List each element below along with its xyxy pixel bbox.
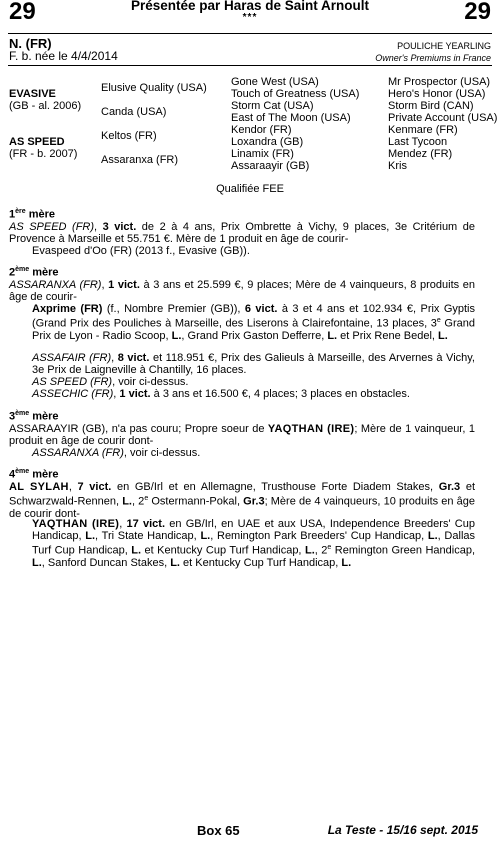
box-number: Box 65 bbox=[197, 823, 240, 838]
record-text: et Schwarzwald-Rennen, bbox=[9, 481, 476, 508]
header-rule bbox=[8, 33, 492, 34]
pedigree-gen4: Storm Bird (CAN) bbox=[388, 100, 474, 112]
record-text: Remington Green Handicap, bbox=[331, 545, 476, 558]
dam-3-record bbox=[9, 423, 475, 447]
dam-detail: (FR - b. 2007) bbox=[9, 148, 78, 160]
record-text: , Dallas Turf Cup Handicap, bbox=[32, 530, 476, 558]
record-text: , bbox=[113, 388, 120, 400]
lot-number-right: 29 bbox=[464, 0, 491, 25]
record-text: , Tri State Handicap, bbox=[95, 530, 201, 543]
listed-mark: L. bbox=[304, 545, 315, 558]
produce-yaqthan bbox=[32, 518, 475, 569]
wins-count: 7 vict. bbox=[77, 481, 112, 493]
identity-rule bbox=[8, 65, 492, 66]
dam-1-record: AS SPEED (FR), 3 vict. de 2 à 4 ans, Prix Ombrette à Vichy, 9 places, 3e Critérium de Provence à Marseille et 55.751 €. Mère de 1 produit en âge de courir- bbox=[9, 221, 475, 246]
listed-mark: L. bbox=[32, 557, 42, 570]
listed-mark: L. bbox=[122, 495, 132, 508]
record-text: , Remington Park Breeders' Cup Handicap, bbox=[210, 530, 428, 543]
produce-assafair bbox=[32, 352, 475, 376]
pedigree-gen3: Kendor (FR) bbox=[231, 124, 292, 136]
dam-name: AS SPEED bbox=[9, 136, 65, 148]
produce-axprime bbox=[32, 303, 475, 342]
pedigree-gen4: Private Account (USA) bbox=[388, 112, 498, 124]
record-text: , Sanford Duncan Stakes, bbox=[41, 557, 171, 570]
category-label: POULICHE YEARLING bbox=[397, 41, 491, 51]
horse-name: ASSARANXA (FR) bbox=[9, 279, 102, 291]
dam-2-label: mère bbox=[32, 266, 59, 279]
record-text: Grand Prix de Lyon - Radio Scoop, bbox=[32, 317, 475, 343]
dam-1-label: mère bbox=[28, 208, 55, 221]
wins-count: 3 vict. bbox=[102, 221, 137, 233]
wins-count: 1 vict. bbox=[119, 388, 151, 400]
dam-1-number: 1 bbox=[9, 208, 16, 221]
horse-name: AL SYLAH bbox=[9, 481, 69, 493]
record-text: ; Mère de 1 vainqueur, 1 produit en âge de courir dont- bbox=[9, 423, 476, 448]
horse-name: Axprime (FR) bbox=[32, 303, 103, 315]
ordinal-sup: e bbox=[327, 544, 332, 552]
pedigree-gen3: Touch of Greatness (USA) bbox=[231, 88, 360, 100]
horse-name: ASSARANXA (FR) bbox=[32, 447, 124, 459]
horse-name: N. (FR) bbox=[9, 36, 52, 51]
pedigree-gen2: Canda (USA) bbox=[101, 106, 167, 118]
record-text: , 2 bbox=[131, 495, 145, 508]
header-stars: *** bbox=[242, 12, 258, 23]
produce-as-speed bbox=[32, 376, 475, 388]
horse-name: YAQTHAN (IRE) bbox=[32, 518, 120, 530]
section-heading-dam-1 bbox=[9, 208, 55, 221]
dam-2-number: 2 bbox=[9, 266, 16, 279]
wins-count: 6 vict. bbox=[244, 303, 278, 315]
record-text: ASSARAAYIR (GB), n'a pas couru; Propre soeur de bbox=[9, 423, 268, 435]
record-text: , 2 bbox=[314, 545, 328, 558]
record-text: Ostermann-Pokal, bbox=[148, 495, 244, 508]
record-text: à 3 et 4 ans et 102.934 €, Prix Gyptis (Grand Prix des Pouliches à Marseille, des Liserons à Clairefontaine, 13 places, 3 bbox=[32, 303, 476, 330]
listed-mark: L. bbox=[438, 330, 448, 343]
pedigree-gen3: Linamix (FR) bbox=[231, 148, 294, 160]
dam-3-label: mère bbox=[32, 410, 59, 423]
group-mark: Gr.3 bbox=[438, 481, 461, 493]
record-text: et Kentucky Cup Turf Handicap, bbox=[179, 557, 342, 570]
pedigree-gen3: Gone West (USA) bbox=[231, 76, 319, 88]
premiums-label: Owner's Premiums in France bbox=[375, 53, 491, 63]
record-text: , bbox=[111, 352, 118, 364]
record-text: en GB/Irl, en UAE et aux USA, Independence Breeders' Cup Handicap, bbox=[32, 518, 475, 543]
listed-mark: L. bbox=[327, 330, 338, 343]
wins-count: 1 vict. bbox=[108, 279, 140, 291]
record-text: , voir ci-dessus. bbox=[123, 447, 201, 459]
record-text: , voir ci-dessus. bbox=[112, 376, 189, 388]
pedigree-gen3: Loxandra (GB) bbox=[231, 136, 304, 148]
record-text: en GB/Irl et en Allemagne, Trusthouse Forte Diadem Stakes, bbox=[111, 481, 439, 493]
group-mark: Gr.3 bbox=[243, 495, 265, 508]
listed-mark: L. bbox=[341, 557, 352, 570]
section-heading-dam-3 bbox=[9, 410, 59, 423]
listed-mark: L. bbox=[131, 545, 142, 558]
listed-mark: L. bbox=[427, 530, 438, 543]
pedigree-gen2: Keltos (FR) bbox=[101, 130, 157, 142]
section-heading-dam-4 bbox=[9, 468, 59, 481]
record-text: (f., Nombre Premier (GB)), bbox=[102, 303, 245, 315]
pedigree-gen4: Kenmare (FR) bbox=[388, 124, 458, 136]
sire-detail: (GB - al. 2006) bbox=[9, 100, 82, 112]
ordinal-sup: e bbox=[436, 317, 441, 325]
horse-name: YAQTHAN (IRE) bbox=[267, 423, 355, 435]
pedigree-gen4: Last Tycoon bbox=[388, 136, 448, 148]
pedigree-gen4: Mr Prospector (USA) bbox=[388, 76, 491, 88]
record-text: à 3 ans et 25.599 €, 9 places; Mère de 4 vainqueurs, 8 produits en âge de courir- bbox=[9, 279, 475, 304]
ordinal-sup: e bbox=[144, 495, 149, 503]
pedigree-gen4: Kris bbox=[388, 160, 407, 172]
consignor-title: Présentée par Haras de Saint Arnoult bbox=[130, 0, 370, 13]
listed-mark: L. bbox=[200, 530, 211, 543]
birth-info: F. b. née le 4/4/2014 bbox=[9, 49, 118, 63]
record-text: et Kentucky Cup Turf Handicap, bbox=[141, 545, 305, 558]
record-text: et 118.951 €, Prix des Galieuls à Marseille, des Arvernes à Vichy, 3e Prix de Laigneville à Chantilly, 16 places. bbox=[32, 352, 475, 377]
produce-assechic bbox=[32, 388, 475, 400]
record-text: , bbox=[119, 518, 127, 530]
listed-mark: L. bbox=[85, 530, 96, 543]
event-info: La Teste - 15/16 sept. 2015 bbox=[327, 823, 478, 837]
dam-2-record: ASSARANXA (FR), 1 vict. à 3 ans et 25.599 €, 9 places; Mère de 4 vainqueurs, 8 produits en âge de courir- bbox=[9, 279, 475, 304]
dam-2-ordinal: ème bbox=[15, 266, 30, 273]
lot-number-left: 29 bbox=[9, 0, 36, 25]
dam-3-number: 3 bbox=[9, 410, 16, 423]
dam-4-record bbox=[9, 481, 475, 520]
horse-name: ASSAFAIR (FR) bbox=[32, 352, 112, 364]
pedigree-gen4: Mendez (FR) bbox=[388, 148, 453, 160]
dam-4-ordinal: ème bbox=[15, 468, 30, 475]
section-heading-dam-2 bbox=[9, 266, 59, 279]
dam-4-number: 4 bbox=[9, 468, 16, 481]
dam-4-label: mère bbox=[32, 468, 59, 481]
horse-name: AS SPEED (FR) bbox=[9, 221, 95, 233]
record-text: , bbox=[68, 481, 78, 493]
record-text: et Prix Rene Bedel, bbox=[337, 330, 438, 343]
dam-3-produce bbox=[32, 447, 475, 459]
record-text: ; Mère de 4 vainqueurs, 10 produits en âge de courir dont- bbox=[9, 495, 475, 521]
pedigree-gen2: Assaranxa (FR) bbox=[101, 154, 179, 166]
wins-count: 8 vict. bbox=[117, 352, 150, 364]
dam-1-produce: Evaspeed d'Oo (FR) (2013 f., Evasive (GB)). bbox=[32, 245, 250, 257]
pedigree-gen4: Hero's Honor (USA) bbox=[388, 88, 486, 100]
record-text: de 2 à 4 ans, Prix Ombrette à Vichy, 9 places, 3e Critérium de Provence à Marseille et 55.751 €. Mère de 1 produit en âge de courir- bbox=[9, 221, 475, 246]
pedigree-gen3: East of The Moon (USA) bbox=[231, 112, 351, 124]
wins-count: 17 vict. bbox=[126, 518, 166, 530]
dam-1-ordinal: ère bbox=[15, 208, 26, 215]
dam-3-ordinal: ème bbox=[15, 410, 30, 417]
sire-name: EVASIVE bbox=[9, 88, 56, 100]
pedigree-gen3: Assaraayir (GB) bbox=[231, 160, 310, 172]
pedigree-gen3: Storm Cat (USA) bbox=[231, 100, 314, 112]
listed-mark: L. bbox=[171, 330, 182, 343]
pedigree-gen2: Elusive Quality (USA) bbox=[101, 82, 207, 94]
record-text: à 3 ans et 16.500 €, 4 places; 3 places en obstacles. bbox=[150, 388, 410, 400]
listed-mark: L. bbox=[170, 557, 180, 570]
record-text: , Grand Prix Gaston Defferre, bbox=[181, 330, 328, 343]
horse-name: ASSECHIC (FR) bbox=[32, 388, 114, 400]
qualification: Qualifiée FEE bbox=[216, 183, 284, 195]
horse-name: AS SPEED (FR) bbox=[32, 376, 113, 388]
